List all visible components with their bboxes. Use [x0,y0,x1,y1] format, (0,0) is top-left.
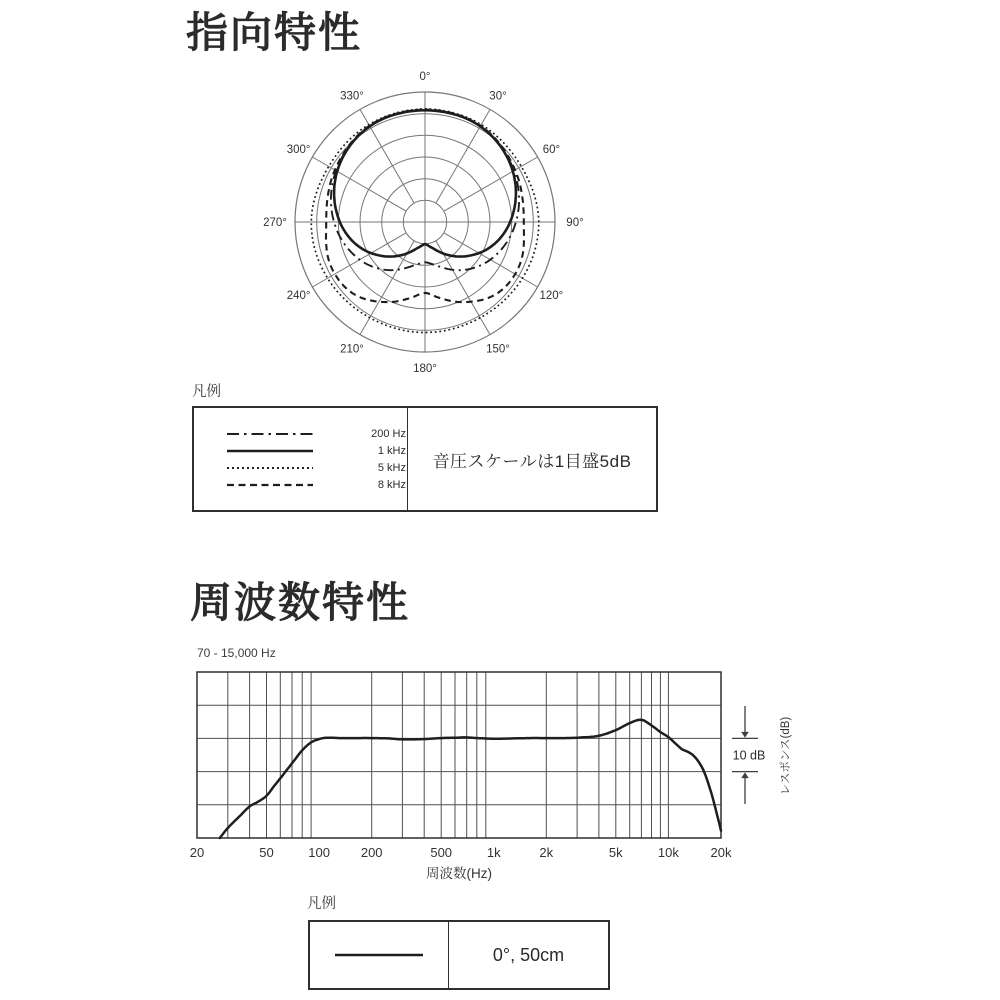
polar-legend-caption: 凡例 [192,384,221,400]
freq-legend-box [308,920,610,990]
svg-text:240°: 240° [286,290,311,302]
arrow-up-icon [741,772,749,778]
legend-line-sample [226,445,314,457]
svg-text:2k: 2k [539,845,554,860]
freq-range-label: 70 - 15,000 Hz [197,646,276,660]
polar-angle-labels [263,71,584,375]
svg-text:0°: 0° [419,71,431,83]
svg-text:100: 100 [308,845,330,860]
freq-grid [197,672,721,838]
legend-line-sample [226,479,314,491]
svg-text:20k: 20k [710,845,732,860]
polar-legend-entry-label: 200 Hz [371,427,406,440]
svg-text:1k: 1k [486,845,501,860]
svg-text:180°: 180° [413,363,437,375]
polar-legend-entry-label: 1 kHz [377,444,406,457]
frequency-response-chart [180,660,840,900]
svg-text:120°: 120° [539,290,564,302]
freq-legend-line-cell [310,922,449,988]
polar-legend-entries [194,408,408,510]
svg-text:300°: 300° [286,144,311,156]
freq-chart-border [197,672,721,838]
polar-legend-entry [226,445,407,456]
svg-text:500: 500 [430,845,453,860]
svg-text:50: 50 [259,845,274,860]
db-scale-value: 10 dB [732,748,766,763]
svg-text:210°: 210° [340,343,364,356]
svg-text:30°: 30° [489,90,507,103]
arrow-down-icon [741,732,749,738]
freq-legend-label: 0°, 50cm [492,944,565,965]
polar-legend-entry [226,479,407,490]
freq-section-title: 周波数特性 [190,579,411,626]
freq-y-axis-label: レスポンス(dB) [780,716,792,796]
polar-legend-box [192,406,658,512]
polar-section-title: 指向特性 [186,9,363,56]
polar-legend-entry [226,428,407,439]
freq-legend-caption: 凡例 [307,896,336,912]
svg-text:60°: 60° [542,144,561,156]
svg-text:330°: 330° [340,90,364,103]
polar-scale-note-cell [408,408,656,510]
freq-legend-line-sample [334,949,424,961]
freq-response-curve [220,720,721,838]
polar-legend-entry [226,462,407,473]
legend-line-sample [226,428,314,440]
db-scale-marker [732,706,765,804]
polar-scale-note: 音圧スケールは1目盛5dB [432,451,632,471]
polar-grid [295,92,555,352]
svg-text:90°: 90° [566,217,584,229]
svg-text:5k: 5k [608,845,623,860]
svg-text:200: 200 [360,845,383,860]
polar-pattern-chart [250,55,600,390]
svg-text:20: 20 [189,845,205,860]
freq-legend-label-cell [449,922,608,988]
freq-x-axis-label: 周波数(Hz) [426,866,492,881]
svg-text:270°: 270° [263,217,287,229]
legend-line-sample [226,462,314,474]
polar-legend-entry-label: 5 kHz [377,461,406,474]
svg-text:150°: 150° [486,343,510,356]
polar-legend-entry-label: 8 kHz [377,478,406,491]
svg-text:10k: 10k [657,845,679,860]
freq-x-tick-labels [190,845,732,860]
